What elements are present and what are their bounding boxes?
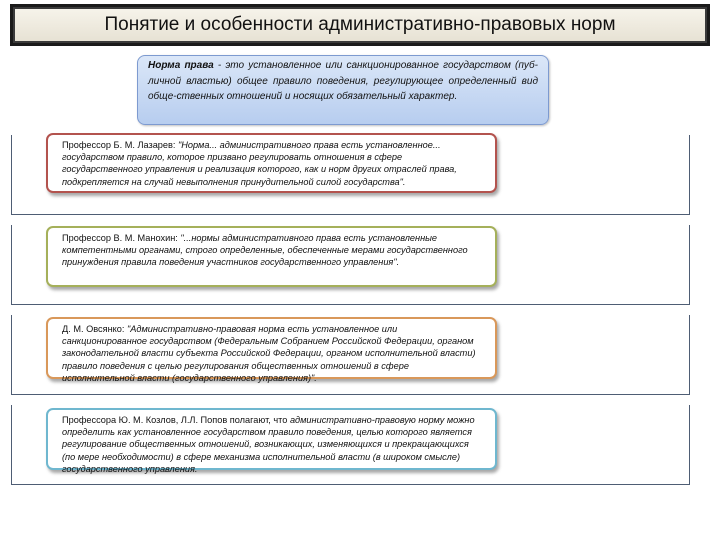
slide-title: Понятие и особенности административно-правовых норм xyxy=(13,7,707,43)
opinion-card-ovsyanko xyxy=(46,317,497,383)
card-author: Д. М. Овсянко: xyxy=(62,324,127,334)
definition-term: Норма права xyxy=(148,60,214,71)
card-author: Профессор В. М. Манохин: xyxy=(62,233,181,243)
opinion-card-manokhin xyxy=(46,226,497,287)
card-author: Профессор Б. М. Лазарев: xyxy=(62,140,179,150)
definition-box xyxy=(137,55,549,125)
slide-title-bar xyxy=(10,4,710,46)
opinion-card-kozlov-popov xyxy=(46,408,497,474)
card-quote: "Норма... административного права есть установленное... государством правило, которое призвано регулировать отношения в сфере государственного управления и реализация которого, как и норм других отраслей права, подкрепляется на случай невыполнения принудительной силой государства". xyxy=(62,140,457,187)
definition-text: - это установленное или санкционированное государством (пуб-личной властью) общее правило поведения, регулирующее определенный вид обще-ственных отношений и носящих обязательный характер. xyxy=(148,60,538,102)
opinion-card-lazarev xyxy=(46,133,497,193)
card-quote: "Административно-правовая норма есть установленное или санкционированное государством (Федеральным Собранием Российской Федерации, органом законодательной власти субъекта Российской Федерации, органом исполнительной власти) правило поведения с целью регулирования общественных отношений в сфере исполнительной власти (государственного управления)". xyxy=(62,324,476,383)
card-author: Профессора Ю. М. Козлов, Л.Л. Попов полагают, что xyxy=(62,415,290,425)
card-quote: административно-правовую норму можно определить как установленное государством правило поведения, целью которого является регулирование общественных отношений, возникающих, изменяющихся и прекращающихся (по мере необходимости) в сфере механизма исполнительной власти (в широком смысле) государственного управления. xyxy=(62,415,475,474)
card-quote: "...нормы административного права есть установленные компетентными органами, строго определенные, обеспеченные мерами государственного принуждения правила поведения участников государственного управления". xyxy=(62,233,468,268)
